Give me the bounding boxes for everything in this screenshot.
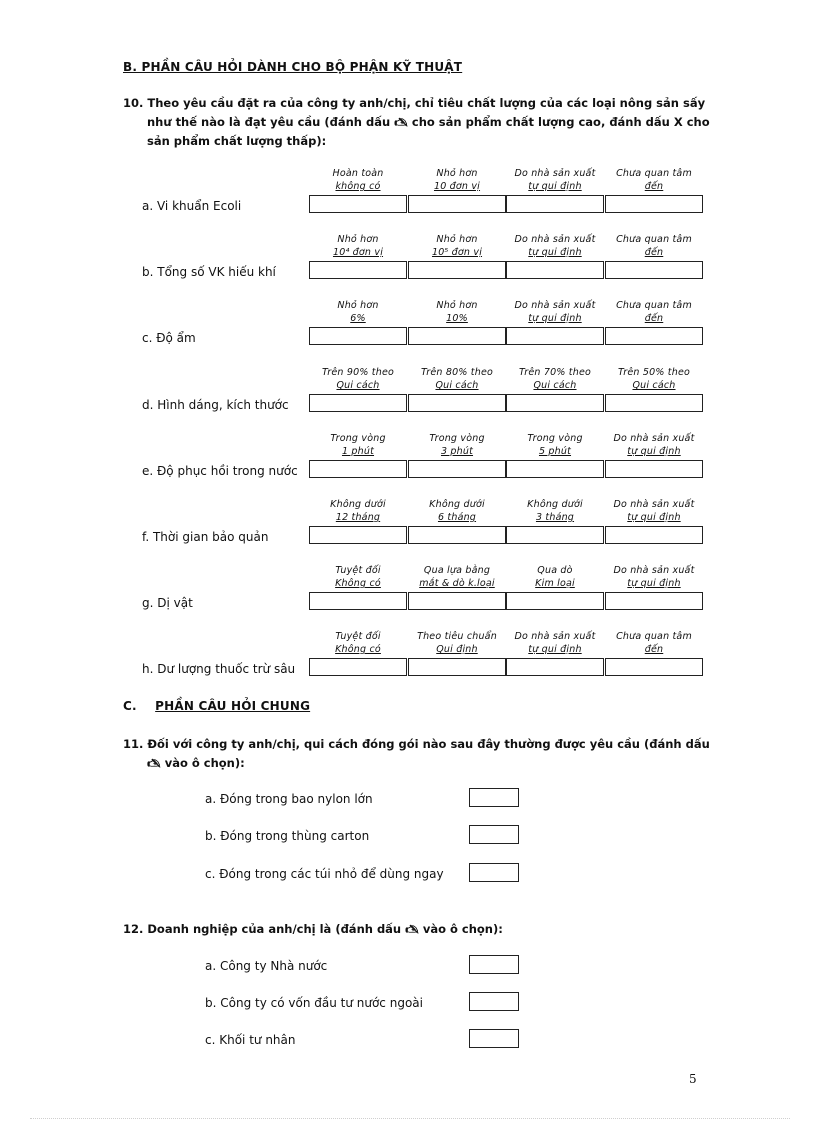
section-c-title-text: PHẦN CÂU HỎI CHUNG	[155, 699, 311, 713]
criteria-answer-cell[interactable]	[605, 460, 703, 478]
criteria-header-line2: tự qui định	[528, 313, 582, 324]
criteria-header	[309, 366, 407, 392]
criteria-header	[309, 630, 407, 656]
question-10-number: 10.	[123, 96, 144, 110]
criteria-header-line2: tự qui định	[528, 644, 582, 655]
criteria-header	[408, 233, 506, 259]
criteria-header-line2: đến	[644, 313, 664, 324]
criteria-answer-cell[interactable]	[309, 261, 407, 279]
criteria-answer-cell[interactable]	[408, 526, 506, 544]
criteria-header-line1: Chưa quan tâm	[616, 631, 692, 642]
criteria-header-line1: Nhỏ hơn	[337, 300, 379, 311]
criteria-header-line1: Chưa quan tâm	[616, 234, 692, 245]
criteria-header-line1: Không dưới	[429, 499, 485, 510]
criteria-answer-cell[interactable]	[408, 261, 506, 279]
criteria-header-line1: Trên 80% theo	[421, 367, 493, 378]
criteria-header	[605, 299, 703, 325]
q12-option-a-checkbox[interactable]	[469, 955, 519, 974]
criteria-header	[309, 233, 407, 259]
criteria-header	[605, 630, 703, 656]
criteria-header	[605, 366, 703, 392]
criteria-item-label: d. Hình dáng, kích thước	[142, 398, 289, 412]
criteria-answer-cell[interactable]	[605, 592, 703, 610]
criteria-answer-cell[interactable]	[309, 526, 407, 544]
criteria-header-line2: tự qui định	[528, 181, 582, 192]
criteria-header-line2: 6 tháng	[437, 512, 477, 523]
criteria-header	[506, 498, 604, 524]
criteria-header	[506, 432, 604, 458]
criteria-header-line2: 6%	[350, 313, 366, 324]
criteria-header	[506, 233, 604, 259]
criteria-answer-cell[interactable]	[506, 261, 604, 279]
criteria-header-line2: Không có	[335, 644, 381, 655]
criteria-header	[605, 167, 703, 193]
criteria-header-line1: Hoàn toàn	[332, 168, 384, 179]
q12-option-c-checkbox[interactable]	[469, 1029, 519, 1048]
criteria-header-line2: 3 phút	[440, 446, 474, 457]
criteria-header-line2: 5 phút	[538, 446, 572, 457]
criteria-header-line1: Do nhà sản xuất	[613, 499, 695, 510]
criteria-header-line1: Nhỏ hơn	[436, 234, 478, 245]
criteria-answer-cell[interactable]	[309, 195, 407, 213]
q12-option-b-checkbox[interactable]	[469, 992, 519, 1011]
question-10	[123, 94, 727, 151]
criteria-answer-cell[interactable]	[408, 195, 506, 213]
criteria-answer-cell[interactable]	[309, 327, 407, 345]
criteria-item-label: c. Độ ẩm	[142, 331, 196, 345]
question-12	[123, 920, 727, 939]
criteria-answer-cell[interactable]	[605, 658, 703, 676]
criteria-header-line2: 10%	[446, 313, 468, 324]
criteria-header-line2: 10⁴ đơn vị	[332, 247, 384, 258]
q11-option-b-label: b. Đóng trong thùng carton	[205, 829, 370, 843]
criteria-header-line2: 10⁵ đơn vị	[431, 247, 483, 258]
criteria-header	[605, 233, 703, 259]
criteria-header-line2: Qui cách	[336, 380, 380, 391]
question-11	[123, 735, 727, 773]
criteria-answer-cell[interactable]	[605, 394, 703, 412]
criteria-header	[605, 498, 703, 524]
q11-option-a-checkbox[interactable]	[469, 788, 519, 807]
criteria-header	[309, 498, 407, 524]
question-11-text: Đối với công ty anh/chị, qui cách đóng gói nào sau đây thường được yêu cầu (đánh dấu 🖎 vào ô chọn):	[147, 737, 710, 770]
q11-option-c-checkbox[interactable]	[469, 863, 519, 882]
criteria-header-line2: 10 đơn vị	[433, 181, 481, 192]
criteria-answer-cell[interactable]	[605, 195, 703, 213]
question-12-text: Doanh nghiệp của anh/chị là (đánh dấu 🖎 vào ô chọn):	[147, 922, 503, 936]
criteria-header	[506, 299, 604, 325]
criteria-answer-cell[interactable]	[408, 658, 506, 676]
criteria-header-line1: Nhỏ hơn	[436, 300, 478, 311]
criteria-header	[408, 432, 506, 458]
criteria-answer-cell[interactable]	[506, 394, 604, 412]
criteria-header	[506, 564, 604, 590]
criteria-answer-cell[interactable]	[408, 327, 506, 345]
criteria-header-line1: Trong vòng	[330, 433, 386, 444]
criteria-header-line1: Nhỏ hơn	[337, 234, 379, 245]
criteria-answer-cell[interactable]	[605, 327, 703, 345]
criteria-header-line1: Qua lựa bằng	[423, 565, 491, 576]
criteria-answer-cell[interactable]	[408, 460, 506, 478]
criteria-answer-cell[interactable]	[408, 592, 506, 610]
criteria-header	[506, 366, 604, 392]
criteria-header-line2: mắt & dò k.loại	[419, 578, 495, 589]
page-bottom-divider	[30, 1118, 790, 1119]
question-11-number: 11.	[123, 737, 144, 751]
criteria-header	[309, 167, 407, 193]
criteria-header-line1: Chưa quan tâm	[616, 168, 692, 179]
criteria-header	[605, 564, 703, 590]
section-c-letter: C.	[123, 699, 137, 713]
criteria-header-line1: Do nhà sản xuất	[613, 565, 695, 576]
criteria-header-line2: đến	[644, 247, 664, 258]
criteria-item-label: b. Tổng số VK hiếu khí	[142, 265, 276, 279]
section-c-title	[123, 699, 310, 713]
criteria-header-line1: Do nhà sản xuất	[514, 631, 596, 642]
criteria-header-line1: Trong vòng	[429, 433, 485, 444]
criteria-header-line2: Qui định	[436, 644, 478, 655]
criteria-answer-cell[interactable]	[309, 592, 407, 610]
criteria-header-line1: Trên 90% theo	[322, 367, 394, 378]
criteria-header	[309, 564, 407, 590]
criteria-header-line1: Tuyệt đối	[335, 631, 381, 642]
q12-option-b-label: b. Công ty có vốn đầu tư nước ngoài	[205, 996, 423, 1010]
criteria-header-line1: Không dưới	[527, 499, 583, 510]
criteria-answer-cell[interactable]	[408, 394, 506, 412]
criteria-header-line2: Không có	[335, 578, 381, 589]
criteria-answer-cell[interactable]	[605, 526, 703, 544]
criteria-answer-cell[interactable]	[506, 526, 604, 544]
criteria-header	[408, 498, 506, 524]
criteria-header-line2: đến	[644, 181, 664, 192]
criteria-header-line1: Không dưới	[330, 499, 386, 510]
criteria-item-label: e. Độ phục hồi trong nước	[142, 464, 298, 478]
criteria-header-line1: Do nhà sản xuất	[514, 168, 596, 179]
criteria-header	[408, 630, 506, 656]
criteria-header	[506, 167, 604, 193]
q11-option-c-label: c. Đóng trong các túi nhỏ để dùng ngay	[205, 867, 444, 881]
criteria-header	[408, 564, 506, 590]
q11-option-b-checkbox[interactable]	[469, 825, 519, 844]
criteria-header-line2: 3 tháng	[535, 512, 575, 523]
criteria-header-line1: Do nhà sản xuất	[514, 234, 596, 245]
criteria-item-label: g. Dị vật	[142, 596, 193, 610]
criteria-item-label: f. Thời gian bảo quản	[142, 530, 269, 544]
criteria-header	[408, 366, 506, 392]
criteria-answer-cell[interactable]	[506, 460, 604, 478]
criteria-answer-cell[interactable]	[506, 327, 604, 345]
criteria-header-line1: Nhỏ hơn	[436, 168, 478, 179]
criteria-answer-cell[interactable]	[506, 592, 604, 610]
criteria-answer-cell[interactable]	[506, 658, 604, 676]
page-number: 5	[689, 1072, 697, 1086]
criteria-answer-cell[interactable]	[309, 460, 407, 478]
criteria-header-line2: tự qui định	[627, 512, 681, 523]
criteria-header-line2: đến	[644, 644, 664, 655]
criteria-header-line2: Qui cách	[533, 380, 577, 391]
criteria-header-line2: Qui cách	[632, 380, 676, 391]
criteria-header-line1: Do nhà sản xuất	[514, 300, 596, 311]
criteria-header-line1: Qua dò	[537, 565, 573, 576]
criteria-header	[309, 299, 407, 325]
question-12-number: 12.	[123, 922, 144, 936]
q12-option-c-label: c. Khối tư nhân	[205, 1033, 296, 1047]
question-10-text: Theo yêu cầu đặt ra của công ty anh/chị, chỉ tiêu chất lượng của các loại nông sản sấy như thế nào là đạt yêu cầu (đánh dấu 🖎 cho sản phẩm chất lượng cao, đánh dấu X cho sản phẩm chất lượng thấp):	[147, 96, 710, 148]
criteria-header-line1: Chưa quan tâm	[616, 300, 692, 311]
criteria-item-label: h. Dư lượng thuốc trừ sâu	[142, 662, 296, 676]
criteria-header-line1: Tuyệt đối	[335, 565, 381, 576]
criteria-header-line2: tự qui định	[528, 247, 582, 258]
q12-option-a-label: a. Công ty Nhà nước	[205, 959, 328, 973]
criteria-header-line2: không có	[335, 181, 381, 192]
criteria-header-line1: Trên 70% theo	[519, 367, 591, 378]
criteria-header-line2: 1 phút	[341, 446, 375, 457]
criteria-header-line1: Do nhà sản xuất	[613, 433, 695, 444]
criteria-header-line1: Trong vòng	[527, 433, 583, 444]
criteria-header-line1: Trên 50% theo	[618, 367, 690, 378]
criteria-header-line2: tự qui định	[627, 446, 681, 457]
criteria-header-line2: tự qui định	[627, 578, 681, 589]
criteria-header	[506, 630, 604, 656]
section-b-title	[123, 60, 462, 74]
criteria-item-label: a. Vi khuẩn Ecoli	[142, 199, 242, 213]
criteria-answer-cell[interactable]	[506, 195, 604, 213]
criteria-header	[309, 432, 407, 458]
q11-option-a-label: a. Đóng trong bao nylon lớn	[205, 792, 373, 806]
criteria-header-line2: Qui cách	[435, 380, 479, 391]
criteria-answer-cell[interactable]	[309, 394, 407, 412]
criteria-header-line2: 12 tháng	[335, 512, 381, 523]
section-b-title-text: B. PHẦN CÂU HỎI DÀNH CHO BỘ PHẬN KỸ THUẬT	[123, 60, 463, 74]
criteria-answer-cell[interactable]	[309, 658, 407, 676]
criteria-header	[408, 167, 506, 193]
criteria-header-line2: Kim loại	[535, 578, 575, 589]
criteria-header	[605, 432, 703, 458]
criteria-header	[408, 299, 506, 325]
criteria-answer-cell[interactable]	[605, 261, 703, 279]
criteria-header-line1: Theo tiêu chuẩn	[417, 631, 497, 642]
